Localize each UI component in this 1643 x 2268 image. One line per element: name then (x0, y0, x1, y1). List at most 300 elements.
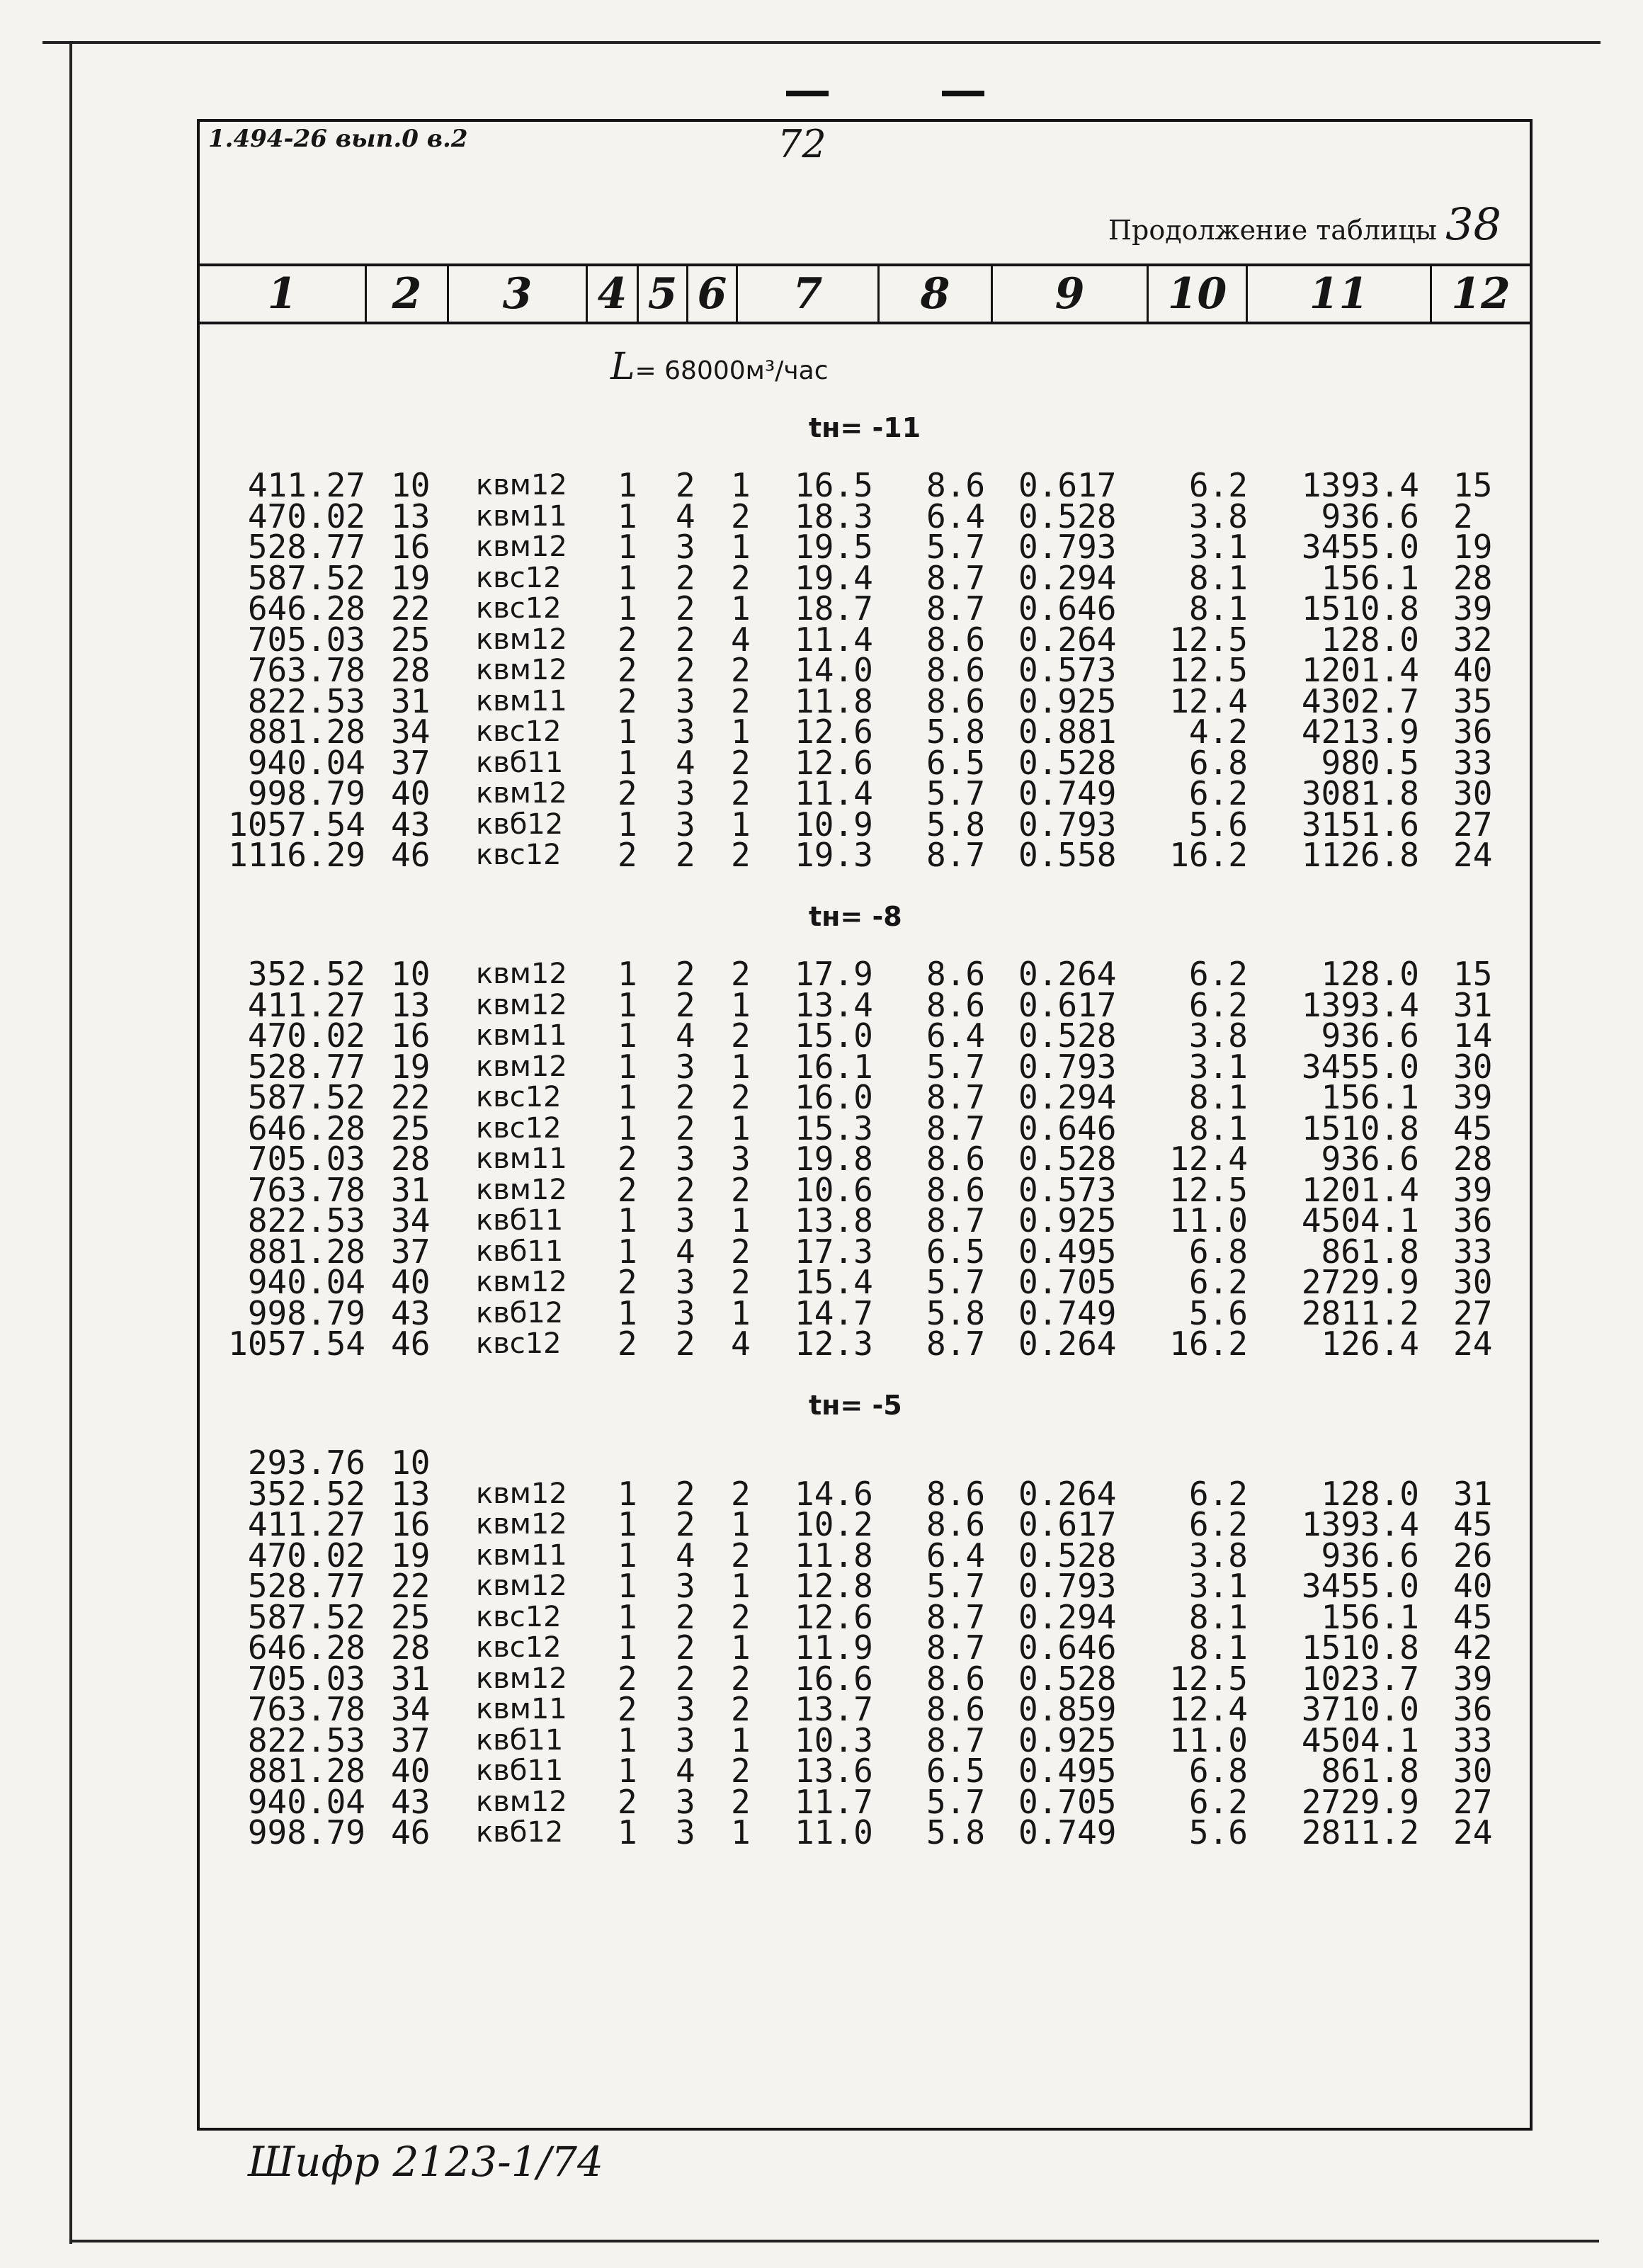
cell-col-1: 763.78 (247, 1690, 365, 1728)
cell-col-7: 11.8 (795, 681, 873, 720)
cell-col-3: квм12 (476, 654, 567, 686)
table-row (200, 558, 1530, 597)
cell-col-4: 1 (618, 1505, 637, 1543)
table-row (200, 1813, 1530, 1852)
cell-col-12: 39 (1453, 1659, 1493, 1698)
cell-col-4: 1 (618, 528, 637, 566)
cell-col-3: квс12 (476, 715, 562, 748)
cell-col-5: 4 (676, 1752, 695, 1790)
cell-col-8: 5.8 (926, 713, 986, 751)
cell-col-8: 8.6 (926, 1140, 986, 1178)
cell-col-2: 13 (391, 497, 431, 535)
document-frame (197, 119, 1533, 2131)
cell-col-3: квм12 (476, 1662, 567, 1695)
cell-col-8: 8.7 (926, 1201, 986, 1240)
cell-col-8: 5.7 (926, 1782, 986, 1821)
table-row (200, 589, 1530, 628)
cell-col-11: 936.6 (1321, 1140, 1419, 1178)
cell-col-5: 2 (676, 1505, 695, 1543)
cell-col-7: 14.7 (795, 1293, 873, 1332)
cell-col-10: 12.5 (1169, 1659, 1248, 1698)
cell-col-2: 25 (391, 620, 431, 659)
cell-col-6: 2 (731, 1690, 751, 1728)
cell-col-4: 1 (618, 1752, 637, 1790)
cell-col-1: 881.28 (247, 1232, 365, 1271)
cell-col-5: 2 (676, 1659, 695, 1698)
table-row (200, 1444, 1530, 1482)
cell-col-10: 12.5 (1169, 620, 1248, 659)
cell-col-2: 46 (391, 1325, 431, 1363)
cell-col-6: 1 (731, 985, 751, 1024)
cell-col-2: 40 (391, 1263, 431, 1301)
cell-col-12: 19 (1453, 528, 1493, 566)
cell-col-2: 31 (391, 681, 431, 720)
cell-col-2: 37 (391, 1232, 431, 1271)
cell-col-6: 1 (731, 466, 751, 504)
cell-col-11: 156.1 (1321, 558, 1419, 597)
page-mark-dash (942, 91, 984, 96)
table-row (200, 651, 1530, 689)
cell-col-5: 2 (676, 1628, 695, 1667)
cell-col-12: 28 (1453, 558, 1493, 597)
cell-col-8: 5.7 (926, 1047, 986, 1086)
cell-col-10: 8.1 (1188, 558, 1248, 597)
cell-col-4: 1 (618, 1078, 637, 1116)
cell-col-11: 936.6 (1321, 1536, 1419, 1575)
cell-col-5: 2 (676, 651, 695, 689)
cell-col-3: квб11 (476, 1754, 564, 1787)
cell-col-11: 1393.4 (1301, 985, 1419, 1024)
cell-col-3: квб12 (476, 1816, 564, 1849)
cell-col-6: 1 (731, 1628, 751, 1667)
cell-col-5: 3 (676, 528, 695, 566)
cell-col-6: 2 (731, 1263, 751, 1301)
cell-col-11: 2811.2 (1301, 1813, 1419, 1852)
column-header-5: 5 (639, 266, 688, 322)
top-note: 1.494-26 вып.0 в.2 (208, 125, 468, 153)
cell-col-11: 128.0 (1321, 955, 1419, 993)
cell-col-5: 2 (676, 589, 695, 628)
cell-col-8: 8.6 (926, 681, 986, 720)
cell-col-5: 4 (676, 743, 695, 782)
cell-col-4: 2 (618, 620, 637, 659)
cell-col-9: 0.705 (1018, 1782, 1117, 1821)
cell-col-1: 646.28 (247, 1628, 365, 1667)
cell-col-8: 8.6 (926, 985, 986, 1024)
cell-col-5: 2 (676, 1325, 695, 1363)
cell-col-2: 25 (391, 1597, 431, 1636)
cell-col-2: 22 (391, 589, 431, 628)
cell-col-11: 3710.0 (1301, 1690, 1419, 1728)
cell-col-8: 6.4 (926, 1016, 986, 1055)
table-row (200, 1170, 1530, 1209)
cell-col-6: 2 (731, 558, 751, 597)
cell-col-4: 1 (618, 497, 637, 535)
cell-col-6: 2 (731, 1536, 751, 1575)
cell-col-2: 10 (391, 955, 431, 993)
cell-col-5: 2 (676, 1170, 695, 1209)
cell-col-11: 2729.9 (1301, 1263, 1419, 1301)
cell-col-7: 15.3 (795, 1109, 873, 1147)
table-row (200, 1782, 1530, 1821)
cell-col-9: 0.925 (1018, 1201, 1117, 1240)
cell-col-11: 4302.7 (1301, 681, 1419, 720)
cell-col-3: квб12 (476, 807, 564, 841)
cell-col-4: 1 (618, 466, 637, 504)
cell-col-10: 3.1 (1188, 1047, 1248, 1086)
cell-col-4: 1 (618, 713, 637, 751)
cell-col-11: 2811.2 (1301, 1293, 1419, 1332)
cell-col-9: 0.558 (1018, 836, 1117, 874)
cell-col-7: 12.3 (795, 1325, 873, 1363)
cell-col-12: 40 (1453, 651, 1493, 689)
cell-col-10: 3.8 (1188, 1536, 1248, 1575)
cell-col-2: 16 (391, 1505, 431, 1543)
cell-col-7: 12.6 (795, 713, 873, 751)
cell-col-4: 1 (618, 1813, 637, 1852)
cell-col-1: 587.52 (247, 558, 365, 597)
cell-col-5: 2 (676, 1078, 695, 1116)
cell-col-12: 15 (1453, 955, 1493, 993)
cell-col-8: 5.7 (926, 774, 986, 812)
cell-col-5: 2 (676, 955, 695, 993)
cell-col-7: 18.3 (795, 497, 873, 535)
table-row (200, 528, 1530, 566)
cell-col-5: 2 (676, 1109, 695, 1147)
cell-col-10: 5.6 (1188, 1813, 1248, 1852)
cell-col-4: 2 (618, 774, 637, 812)
cell-col-10: 6.2 (1188, 985, 1248, 1024)
cell-col-8: 5.8 (926, 1293, 986, 1332)
column-header-9: 9 (993, 266, 1149, 322)
cell-col-10: 11.0 (1169, 1201, 1248, 1240)
cell-col-10: 12.4 (1169, 1140, 1248, 1178)
cell-col-3: квм11 (476, 499, 567, 533)
footer-cipher: Шифр 2123-1/74 (248, 2138, 603, 2186)
cell-col-7: 12.8 (795, 1567, 873, 1605)
cell-col-11: 1201.4 (1301, 1170, 1419, 1209)
cell-col-12: 33 (1453, 743, 1493, 782)
cell-col-3: квм12 (476, 1050, 567, 1083)
cell-col-7: 12.6 (795, 743, 873, 782)
cell-col-12: 39 (1453, 1170, 1493, 1209)
cell-col-8: 8.6 (926, 1170, 986, 1209)
cell-col-9: 0.925 (1018, 1720, 1117, 1759)
cell-col-3: квм11 (476, 1019, 567, 1052)
cell-col-8: 8.6 (926, 1690, 986, 1728)
cell-col-8: 8.7 (926, 558, 986, 597)
cell-col-3: квм11 (476, 1693, 567, 1725)
cell-col-6: 1 (731, 1047, 751, 1086)
cell-col-2: 16 (391, 1016, 431, 1055)
cell-col-1: 763.78 (247, 651, 365, 689)
cell-col-3: квм11 (476, 684, 567, 718)
cell-col-6: 2 (731, 1597, 751, 1636)
cell-col-4: 1 (618, 743, 637, 782)
column-header-row (200, 263, 1530, 324)
cell-col-5: 2 (676, 466, 695, 504)
table-row (200, 1293, 1530, 1332)
cell-col-5: 3 (676, 1201, 695, 1240)
section-title: tн= -5 (809, 1390, 902, 1421)
cell-col-5: 3 (676, 1293, 695, 1332)
cell-col-9: 0.617 (1018, 1505, 1117, 1543)
cell-col-9: 0.528 (1018, 1659, 1117, 1698)
cell-col-11: 2729.9 (1301, 1782, 1419, 1821)
cell-col-4: 2 (618, 1325, 637, 1363)
cell-col-9: 0.617 (1018, 985, 1117, 1024)
cell-col-10: 16.2 (1169, 1325, 1248, 1363)
cell-col-8: 8.7 (926, 1109, 986, 1147)
cell-col-8: 8.6 (926, 1659, 986, 1698)
cell-col-11: 3455.0 (1301, 1567, 1419, 1605)
cell-col-2: 28 (391, 1140, 431, 1178)
cell-col-5: 3 (676, 805, 695, 844)
cell-col-7: 14.6 (795, 1474, 873, 1513)
cell-col-12: 33 (1453, 1232, 1493, 1271)
cell-col-9: 0.294 (1018, 1078, 1117, 1116)
cell-col-6: 1 (731, 1109, 751, 1147)
cell-col-10: 8.1 (1188, 1109, 1248, 1147)
table-row (200, 1474, 1530, 1513)
cell-col-5: 3 (676, 1567, 695, 1605)
cell-col-12: 32 (1453, 620, 1493, 659)
cell-col-9: 0.528 (1018, 1016, 1117, 1055)
cell-col-7: 11.4 (795, 774, 873, 812)
cell-col-10: 6.8 (1188, 1752, 1248, 1790)
table-row (200, 681, 1530, 720)
cell-col-11: 128.0 (1321, 1474, 1419, 1513)
cell-col-6: 2 (731, 955, 751, 993)
cell-col-5: 3 (676, 713, 695, 751)
cell-col-1: 1057.54 (228, 805, 365, 844)
cell-col-12: 31 (1453, 1474, 1493, 1513)
cell-col-4: 2 (618, 1263, 637, 1301)
cell-col-9: 0.573 (1018, 1170, 1117, 1209)
cell-col-1: 998.79 (247, 1293, 365, 1332)
cell-col-7: 10.9 (795, 805, 873, 844)
column-header-1: 1 (200, 266, 367, 322)
cell-col-4: 1 (618, 805, 637, 844)
cell-col-2: 25 (391, 1109, 431, 1147)
cell-col-4: 2 (618, 1659, 637, 1698)
cell-col-2: 37 (391, 1720, 431, 1759)
cell-col-1: 1116.29 (228, 836, 365, 874)
cell-col-2: 34 (391, 1690, 431, 1728)
cell-col-3: квм12 (476, 623, 567, 656)
table-row (200, 1016, 1530, 1055)
cell-col-4: 1 (618, 1474, 637, 1513)
cell-col-12: 45 (1453, 1109, 1493, 1147)
cell-col-10: 6.8 (1188, 1232, 1248, 1271)
cell-col-8: 8.7 (926, 1325, 986, 1363)
cell-col-11: 1510.8 (1301, 1109, 1419, 1147)
cell-col-6: 2 (731, 1170, 751, 1209)
cell-col-7: 16.5 (795, 466, 873, 504)
cell-col-3: квм12 (476, 988, 567, 1021)
cell-col-2: 31 (391, 1170, 431, 1209)
scan-edge-top (42, 41, 1601, 44)
cell-col-12: 36 (1453, 713, 1493, 751)
cell-col-7: 17.9 (795, 955, 873, 993)
cell-col-5: 3 (676, 1782, 695, 1821)
cell-col-9: 0.749 (1018, 774, 1117, 812)
cell-col-10: 6.2 (1188, 466, 1248, 504)
table-row (200, 1140, 1530, 1178)
cell-col-1: 763.78 (247, 1170, 365, 1209)
cell-col-4: 1 (618, 1597, 637, 1636)
cell-col-9: 0.528 (1018, 743, 1117, 782)
cell-col-3: квм12 (476, 958, 567, 990)
cell-col-4: 1 (618, 1201, 637, 1240)
cell-col-7: 11.7 (795, 1782, 873, 1821)
table-row (200, 1690, 1530, 1728)
cell-col-7: 11.9 (795, 1628, 873, 1667)
cell-col-10: 6.2 (1188, 1782, 1248, 1821)
cell-col-1: 293.76 (247, 1444, 365, 1482)
cell-col-2: 13 (391, 1474, 431, 1513)
cell-col-11: 156.1 (1321, 1597, 1419, 1636)
cell-col-1: 705.03 (247, 1140, 365, 1178)
cell-col-1: 1057.54 (228, 1325, 365, 1363)
cell-col-7: 11.4 (795, 620, 873, 659)
cell-col-7: 14.0 (795, 651, 873, 689)
cell-col-8: 8.6 (926, 1505, 986, 1543)
cell-col-6: 1 (731, 805, 751, 844)
cell-col-1: 587.52 (247, 1078, 365, 1116)
cell-col-1: 528.77 (247, 1047, 365, 1086)
cell-col-7: 18.7 (795, 589, 873, 628)
cell-col-4: 1 (618, 1109, 637, 1147)
cell-col-11: 128.0 (1321, 620, 1419, 659)
column-header-10: 10 (1149, 266, 1248, 322)
column-header-2: 2 (367, 266, 449, 322)
table-row (200, 955, 1530, 993)
cell-col-5: 4 (676, 1536, 695, 1575)
cell-col-12: 14 (1453, 1016, 1493, 1055)
column-header-4: 4 (588, 266, 639, 322)
cell-col-6: 1 (731, 1813, 751, 1852)
cell-col-8: 8.6 (926, 620, 986, 659)
cell-col-12: 35 (1453, 681, 1493, 720)
cell-col-9: 0.881 (1018, 713, 1117, 751)
table-row (200, 1628, 1530, 1667)
table-row (200, 1078, 1530, 1116)
cell-col-3: квм12 (476, 531, 567, 563)
cell-col-7: 17.3 (795, 1232, 873, 1271)
section-title: tн= -11 (809, 412, 921, 443)
cell-col-7: 13.7 (795, 1690, 873, 1728)
cell-col-2: 40 (391, 1752, 431, 1790)
cell-col-11: 1126.8 (1301, 836, 1419, 874)
cell-col-4: 1 (618, 985, 637, 1024)
cell-col-8: 6.4 (926, 497, 986, 535)
cell-col-5: 2 (676, 836, 695, 874)
flow-value: = 68000м³/час (635, 356, 829, 385)
cell-col-7: 10.3 (795, 1720, 873, 1759)
cell-col-5: 3 (676, 1720, 695, 1759)
cell-col-2: 28 (391, 651, 431, 689)
cell-col-9: 0.264 (1018, 620, 1117, 659)
continuation-text: Продолжение таблицы (1108, 215, 1437, 246)
cell-col-1: 705.03 (247, 1659, 365, 1698)
cell-col-6: 1 (731, 1720, 751, 1759)
cell-col-2: 40 (391, 774, 431, 812)
cell-col-6: 2 (731, 1232, 751, 1271)
cell-col-7: 13.8 (795, 1201, 873, 1240)
cell-col-3: квс12 (476, 839, 562, 871)
cell-col-12: 30 (1453, 774, 1493, 812)
table-row (200, 1659, 1530, 1698)
cell-col-10: 6.2 (1188, 1263, 1248, 1301)
cell-col-4: 1 (618, 1016, 637, 1055)
cell-col-3: квб11 (476, 746, 564, 779)
cell-col-10: 6.2 (1188, 774, 1248, 812)
table-row (200, 1201, 1530, 1240)
table-row (200, 497, 1530, 535)
cell-col-9: 0.705 (1018, 1263, 1117, 1301)
cell-col-6: 3 (731, 1140, 751, 1178)
cell-col-10: 3.1 (1188, 528, 1248, 566)
cell-col-1: 587.52 (247, 1597, 365, 1636)
table-row (200, 1505, 1530, 1543)
cell-col-11: 4504.1 (1301, 1201, 1419, 1240)
cell-col-7: 10.6 (795, 1170, 873, 1209)
cell-col-10: 12.5 (1169, 651, 1248, 689)
cell-col-9: 0.859 (1018, 1690, 1117, 1728)
cell-col-9: 0.646 (1018, 1109, 1117, 1147)
cell-col-1: 998.79 (247, 774, 365, 812)
scan-edge-bottom (69, 2240, 1599, 2243)
cell-col-4: 2 (618, 1170, 637, 1209)
cell-col-12: 28 (1453, 1140, 1493, 1178)
cell-col-11: 3455.0 (1301, 528, 1419, 566)
cell-col-6: 2 (731, 497, 751, 535)
cell-col-3: квс12 (476, 561, 562, 594)
cell-col-2: 46 (391, 836, 431, 874)
cell-col-2: 34 (391, 1201, 431, 1240)
cell-col-3: квс12 (476, 1111, 562, 1145)
cell-col-9: 0.264 (1018, 1474, 1117, 1513)
cell-col-11: 1393.4 (1301, 1505, 1419, 1543)
cell-col-6: 1 (731, 1201, 751, 1240)
column-header-7: 7 (738, 266, 880, 322)
table-row (200, 1325, 1530, 1363)
cell-col-7: 19.5 (795, 528, 873, 566)
cell-col-2: 34 (391, 713, 431, 751)
cell-col-8: 8.6 (926, 651, 986, 689)
cell-col-2: 31 (391, 1659, 431, 1698)
cell-col-8: 8.7 (926, 1720, 986, 1759)
cell-col-8: 8.7 (926, 836, 986, 874)
cell-col-6: 1 (731, 589, 751, 628)
cell-col-10: 3.8 (1188, 1016, 1248, 1055)
cell-col-3: квс12 (476, 1631, 562, 1664)
table-row (200, 1567, 1530, 1605)
cell-col-5: 2 (676, 558, 695, 597)
table-row (200, 836, 1530, 874)
cell-col-2: 16 (391, 528, 431, 566)
cell-col-3: квс12 (476, 1600, 562, 1633)
cell-col-12: 30 (1453, 1047, 1493, 1086)
cell-col-1: 352.52 (247, 1474, 365, 1513)
cell-col-8: 8.6 (926, 955, 986, 993)
cell-col-8: 8.6 (926, 1474, 986, 1513)
cell-col-8: 5.7 (926, 1567, 986, 1605)
cell-col-3: квм12 (476, 1785, 567, 1818)
cell-col-8: 5.7 (926, 1263, 986, 1301)
cell-col-7: 13.4 (795, 985, 873, 1024)
